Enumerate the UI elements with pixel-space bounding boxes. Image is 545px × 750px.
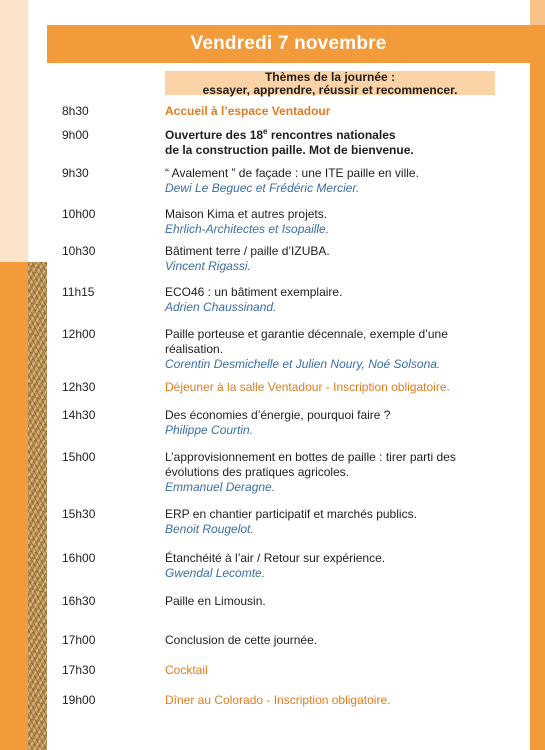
session-speaker: Benoit Rougelot. bbox=[165, 522, 254, 536]
session-title: Cocktail bbox=[165, 663, 208, 677]
session-content bbox=[165, 166, 495, 196]
session-title: ERP en chantier participatif et marchés publics. bbox=[165, 507, 417, 521]
session-time: 10h00 bbox=[62, 207, 96, 221]
session-content bbox=[165, 551, 495, 581]
right-decor-band-top bbox=[530, 0, 545, 25]
right-decor-band bbox=[530, 0, 545, 750]
session-title: Ouverture des 18e rencontres nationales bbox=[165, 127, 396, 142]
session-speaker: Vincent Rigassi. bbox=[165, 259, 251, 273]
session-title: Paille en Limousin. bbox=[165, 594, 266, 608]
session-content bbox=[165, 408, 495, 438]
session-title: Déjeuner à la salle Ventadour - Inscription obligatoire. bbox=[165, 380, 450, 394]
session-time: 9h30 bbox=[62, 166, 89, 180]
session-speaker: Gwendal Lecomte. bbox=[165, 566, 266, 580]
session-content bbox=[165, 663, 495, 678]
session-time: 17h00 bbox=[62, 633, 96, 647]
session-title: Paille porteuse et garantie décennale, exemple d’une bbox=[165, 327, 448, 341]
themes-box bbox=[165, 71, 495, 95]
session-content bbox=[165, 207, 495, 237]
session-time: 14h30 bbox=[62, 408, 96, 422]
session-title-line-2: évolutions des pratiques agricoles. bbox=[165, 465, 350, 479]
session-speaker: Philippe Courtin. bbox=[165, 423, 254, 437]
session-title: “ Avalement ” de façade : une ITE paille en ville. bbox=[165, 166, 419, 180]
session-time: 19h00 bbox=[62, 693, 96, 707]
session-content bbox=[165, 327, 495, 372]
session-time: 12h30 bbox=[62, 380, 96, 394]
session-title: Maison Kima et autres projets. bbox=[165, 207, 328, 221]
session-title: Étanchéité à l’air / Retour sur expérience. bbox=[165, 551, 386, 565]
page-title: Vendredi 7 novembre bbox=[190, 33, 387, 54]
session-speaker: Adrien Chaussinand. bbox=[165, 300, 277, 314]
session-content bbox=[165, 285, 495, 315]
session-time: 16h00 bbox=[62, 551, 96, 565]
session-speaker: Corentin Desmichelle et Julien Noury, Noé Solsona. bbox=[165, 357, 441, 371]
session-time: 15h30 bbox=[62, 507, 96, 521]
straw-texture-strip bbox=[28, 262, 47, 750]
session-time: 11h15 bbox=[62, 285, 95, 299]
session-title-line-2: réalisation. bbox=[165, 342, 224, 356]
session-time: 17h30 bbox=[62, 663, 96, 677]
session-title-line-2: de la construction paille. Mot de bienvenue. bbox=[165, 143, 414, 157]
session-content bbox=[165, 633, 495, 648]
themes-line-2: essayer, apprendre, réussir et recommencer. bbox=[202, 83, 458, 97]
session-speaker: Dewi Le Beguec et Frédéric Mercier. bbox=[165, 181, 360, 195]
session-content bbox=[165, 507, 495, 537]
left-decor-light bbox=[0, 0, 28, 262]
session-time: 15h00 bbox=[62, 450, 96, 464]
session-title: Accueil à l’espace Ventadour bbox=[165, 104, 331, 118]
session-content bbox=[165, 244, 495, 274]
session-speaker: Emmanuel Deragne. bbox=[165, 480, 276, 494]
session-title: Dîner au Colorado - Inscription obligatoire. bbox=[165, 693, 391, 707]
session-content bbox=[165, 104, 495, 119]
session-time: 9h00 bbox=[62, 128, 89, 142]
session-time: 12h00 bbox=[62, 327, 96, 341]
session-content bbox=[165, 693, 495, 708]
session-title: Bâtiment terre / paille d’IZUBA. bbox=[165, 244, 330, 258]
session-time: 8h30 bbox=[62, 104, 89, 118]
session-title: Conclusion de cette journée. bbox=[165, 633, 318, 647]
session-speaker: Ehrlich-Architectes et Isopaille. bbox=[165, 222, 330, 236]
session-time: 16h30 bbox=[62, 594, 96, 608]
session-time: 10h30 bbox=[62, 244, 96, 258]
session-content bbox=[165, 380, 495, 395]
session-content bbox=[165, 594, 495, 609]
session-title: L’approvisionnement en bottes de paille : tirer parti des bbox=[165, 450, 456, 464]
session-content bbox=[165, 128, 495, 158]
session-title: ECO46 : un bâtiment exemplaire. bbox=[165, 285, 343, 299]
session-content bbox=[165, 450, 495, 495]
session-title: Des économies d’énergie, pourquoi faire ? bbox=[165, 408, 391, 422]
left-decor-orange bbox=[0, 262, 28, 750]
themes-line-1: Thèmes de la journée : bbox=[264, 70, 396, 84]
day-header bbox=[47, 25, 530, 63]
